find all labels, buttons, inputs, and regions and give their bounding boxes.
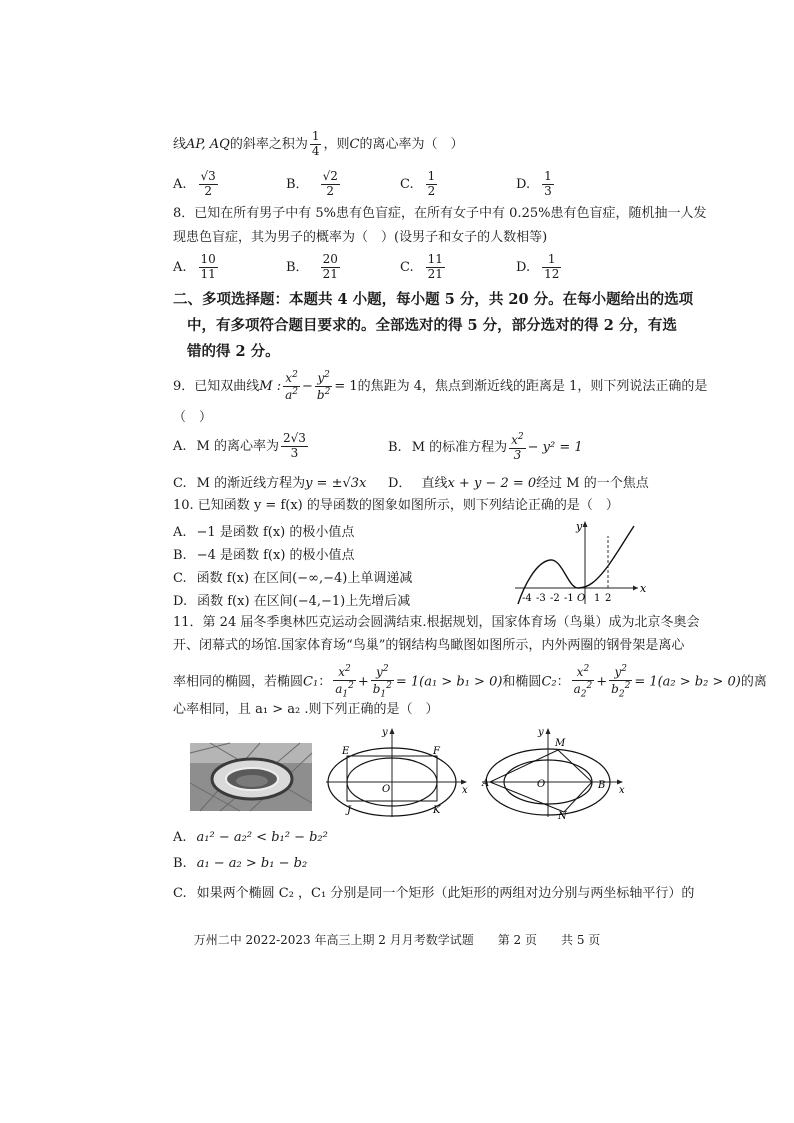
q10-stem: 10. 已知函数 y = f(x) 的导函数的图象如图所示，则下列结论正确的是（ ） [173, 498, 619, 513]
option-math: a₁ − a₂ > b₁ − b₂ [196, 856, 308, 871]
option-label: B． [286, 176, 309, 192]
q7-math-c: C [349, 136, 360, 152]
q11-frac-y2 [609, 664, 632, 700]
q8-option-a [173, 253, 220, 282]
option-fraction [321, 253, 340, 282]
q7-text: 线 [173, 136, 187, 152]
frac-den: $a_1^2$ [335, 680, 354, 700]
point-f-label: F [433, 746, 440, 757]
frac-num: $x^2$ [511, 432, 524, 447]
q11-stem-line4: 心率相同，且 a₁ > a₂ .则下列正确的是（ ） [173, 702, 439, 717]
x-axis-label: x [462, 785, 468, 796]
q11-option-b [173, 856, 307, 871]
page-footer: 万州二中 2022-2023 年高三上期 2 月月考数学试题 第 2 页 共 5 页 [193, 933, 601, 947]
frac-den: 21 [322, 266, 338, 281]
q9-frac-x [283, 370, 300, 403]
option-text: M 的标准方程为 [411, 439, 508, 455]
q10-option-c [173, 567, 412, 586]
section2-line1: 二、多项选择题：本题共 4 小题，每小题 5 分，共 20 分。在每小题给出的选项 [173, 291, 694, 308]
option-label: C. [173, 886, 187, 901]
point-a-label: A [482, 778, 490, 789]
q11-option-a [173, 830, 328, 845]
y-axis-arrow [583, 521, 588, 527]
frac-den: 3 [290, 445, 299, 460]
q11-stem-line3: 率相同的椭圆，若椭圆C₁： $\frac{x^2}{a_1^2}$ + $\frac{y^2}{b_1^2}$ = 1(a₁ > b₁ > 0)和椭圆C₂： $\frac{x^2}{a_2^2}$ + $\frac{y^2}{b_2^2}$ = 1(a₂ > b₂ > 0)的离 [173, 664, 767, 700]
option-fraction [426, 170, 438, 199]
frac-num: 10 [200, 252, 216, 266]
frac-num: 11 [427, 252, 443, 266]
option-label: C. [173, 476, 187, 491]
tick-label: -2 [550, 593, 560, 604]
q11-figure-rectangle [322, 725, 470, 820]
option-label: B. [388, 439, 402, 455]
option-text: 经过 M 的一个焦点 [536, 476, 649, 491]
origin-label: O [537, 779, 546, 790]
option-label: B. [173, 548, 187, 563]
q9-paren: （ ） [173, 410, 213, 425]
frac-den: 3 [544, 183, 552, 198]
frac-num: $x^2$ [572, 664, 595, 681]
option-text: −1 是函数 f(x) 的极小值点 [196, 525, 355, 540]
frac-den: $b^2$ [316, 386, 331, 402]
q11-text: 的离 [740, 674, 767, 690]
q9-option-b [388, 432, 583, 463]
x-axis-arrow [617, 780, 623, 785]
frac-num: $x^2$ [333, 664, 356, 681]
option-label: B. [173, 856, 187, 871]
frac-num: 1 [311, 129, 320, 143]
frac-num: 1 [544, 169, 552, 183]
option-label: D. [516, 176, 531, 192]
option-math: a₁² − a₂² < b₁² − b₂² [196, 830, 328, 845]
point-b-label: B [598, 780, 606, 791]
q9-math-m: M : [259, 378, 282, 394]
q11-frac-x2 [572, 664, 595, 700]
q7-text: 的离心率为（ ） [359, 136, 464, 152]
option-fraction [509, 432, 526, 463]
frac-num: $y^2$ [315, 370, 332, 387]
q10-option-a [173, 521, 354, 540]
frac-num: 2√3 [282, 431, 306, 445]
option-fraction [542, 170, 554, 199]
q10-option-d [173, 590, 410, 609]
section2-line2: 中，有多项符合题目要求的。全部选对的得 5 分，部分选对的得 2 分，有选 [187, 317, 677, 334]
point-e-label: E [342, 746, 350, 757]
q11-text: 率相同的椭圆，若椭圆 [173, 674, 304, 690]
tick-label: -4 [522, 593, 532, 604]
frac-den: $b_2^2$ [611, 680, 631, 700]
stadium-field [236, 775, 268, 787]
q9-option-c [173, 472, 366, 491]
y-axis-arrow [390, 728, 395, 734]
q9-text: 的焦距为 4，焦点到渐近线的距离是 1，则下列说法正确的是 [357, 378, 708, 394]
frac-num: $x^2$ [283, 370, 300, 387]
x-axis-label: x [640, 582, 647, 595]
y-axis-label: y [538, 727, 544, 738]
x-axis-arrow [461, 780, 467, 785]
option-label: A. [173, 176, 187, 192]
y-axis-label: y [576, 520, 583, 533]
option-label: A. [173, 259, 187, 275]
q7-option-b [286, 170, 342, 199]
q9-option-d [388, 472, 649, 491]
frac-num: 1 [427, 169, 436, 183]
tick-label: 1 [594, 593, 601, 604]
option-text: 函数 f(x) 在区间(−4,−1)上先增后减 [197, 594, 411, 609]
option-label: C. [173, 571, 187, 586]
option-math: y = ±√3x [305, 476, 367, 491]
option-label: C. [400, 259, 414, 275]
option-fraction [199, 253, 218, 282]
y-axis-label: y [382, 727, 388, 738]
tick-label: -1 [564, 593, 574, 604]
option-math: − y² = 1 [527, 439, 583, 455]
option-fraction [281, 432, 308, 461]
frac-num: $y^2$ [371, 664, 394, 681]
birds-nest-photo [190, 743, 312, 811]
frac-den: $b_1^2$ [372, 680, 392, 700]
q7-option-a [173, 170, 220, 199]
q11-eq2-tail: = 1(a₂ > b₂ > 0) [634, 674, 741, 690]
q10-option-b [173, 544, 355, 563]
option-text: 如果两个椭圆 C₂ ，C₁ 分别是同一个矩形（此矩形的两组对边分别与两坐标轴平行）的 [196, 886, 695, 901]
point-j-label: J [347, 805, 352, 816]
q8-option-b [286, 253, 342, 282]
q11-frac-y1 [371, 664, 394, 700]
q9-text: 9．已知双曲线 [173, 378, 260, 394]
point-n-label: N [558, 811, 567, 822]
q11-c2: C₂ [541, 674, 557, 690]
q9-eq-tail: = 1 [334, 378, 358, 394]
q7-text: 的斜率之积为 [229, 136, 308, 152]
option-label: A. [173, 438, 187, 454]
option-fraction [542, 253, 561, 282]
frac-den: 4 [311, 143, 320, 158]
option-fraction [321, 170, 340, 199]
frac-num: 1 [542, 253, 561, 268]
q11-frac-x1 [333, 664, 356, 700]
option-label: D. [173, 594, 188, 609]
frac-den: 3 [513, 447, 522, 462]
option-label: D． [388, 476, 412, 491]
frac-den: 2 [326, 183, 335, 198]
q8-option-c [400, 253, 447, 282]
q11-text: 和椭圆 [502, 674, 542, 690]
option-fraction [199, 170, 218, 199]
frac-den: $a^2$ [285, 386, 298, 402]
q8-stem-line1: 8．已知在所有男子中有 5%患有色盲症，在所有女子中有 0.25%患有色盲症，随机抽一人发 [173, 206, 707, 221]
frac-num: √3 [200, 169, 216, 183]
option-text: M 的渐近线方程为 [196, 476, 306, 491]
option-label: A. [173, 525, 187, 540]
frac-num: √2 [322, 169, 338, 183]
x-axis-arrow [633, 586, 638, 591]
point-m-label: M [555, 738, 566, 749]
y-axis-arrow [546, 728, 551, 734]
q11-option-c [173, 882, 694, 901]
frac-num: $y^2$ [609, 664, 632, 681]
q10-derivative-graph [510, 516, 645, 608]
q7-option-d [516, 170, 556, 199]
tick-label: 2 [605, 593, 612, 604]
option-label: D. [516, 259, 531, 275]
q7-text: ，则 [323, 136, 350, 152]
q11-stem-line2: 开、闭幕式的场馆.国家体育场“鸟巢”的钢结构鸟瞰图如图所示，内外两圈的钢骨架是离心 [173, 638, 685, 653]
q11-stem-line1: 11．第 24 届冬季奥林匹克运动会圆满结束.根据规划，国家体育场（鸟巢）成为北京冬奥会 [173, 615, 700, 630]
option-text: 直线 [421, 476, 448, 491]
origin-label: O [382, 784, 391, 795]
frac-den: 12 [544, 266, 560, 281]
option-text: 函数 f(x) 在区间(−∞,−4)上单调递减 [196, 571, 413, 586]
x-axis-label: x [619, 785, 625, 796]
option-label: B． [286, 259, 309, 275]
q11-c1: C₁ [303, 674, 319, 690]
q7-stem-line [173, 130, 463, 159]
q9-stem-line: 9．已知双曲线M : $\frac{x^2}{a^2}$ − $\frac{y^2}{b^2}$ = 1的焦距为 4，焦点到渐近线的距离是 1，则下列说法正确的是 [173, 370, 708, 402]
tick-label: -3 [536, 593, 546, 604]
origin-label: O [577, 593, 586, 604]
q8-option-d [516, 253, 563, 282]
option-math: x + y − 2 = 0 [447, 476, 537, 491]
option-text: M 的离心率为 [196, 438, 279, 454]
q8-stem-line2: 现患色盲症，其为男子的概率为（ ）(设男子和女子的人数相等) [173, 230, 548, 245]
point-k-label: K [433, 805, 441, 816]
q9-frac-y [315, 370, 332, 403]
frac-den: $a_2^2$ [573, 680, 593, 700]
q7-option-c [400, 170, 439, 199]
option-text: −4 是函数 f(x) 的极小值点 [196, 548, 355, 563]
option-fraction [426, 253, 445, 282]
q7-math-lines: AP, AQ [186, 136, 230, 152]
frac-den: 11 [200, 266, 216, 281]
option-label: A. [173, 830, 187, 845]
q11-figure-quadrilateral [478, 725, 628, 820]
section2-line3: 错的得 2 分。 [187, 343, 280, 360]
option-label: C. [400, 176, 414, 192]
frac-den: 2 [427, 183, 436, 198]
q11-eq1-tail: = 1(a₁ > b₁ > 0) [395, 674, 503, 690]
frac-den: 21 [427, 266, 443, 281]
q7-fraction [310, 130, 322, 159]
q9-option-a [173, 432, 310, 461]
frac-den: 2 [204, 183, 212, 198]
frac-num: 20 [322, 252, 338, 266]
